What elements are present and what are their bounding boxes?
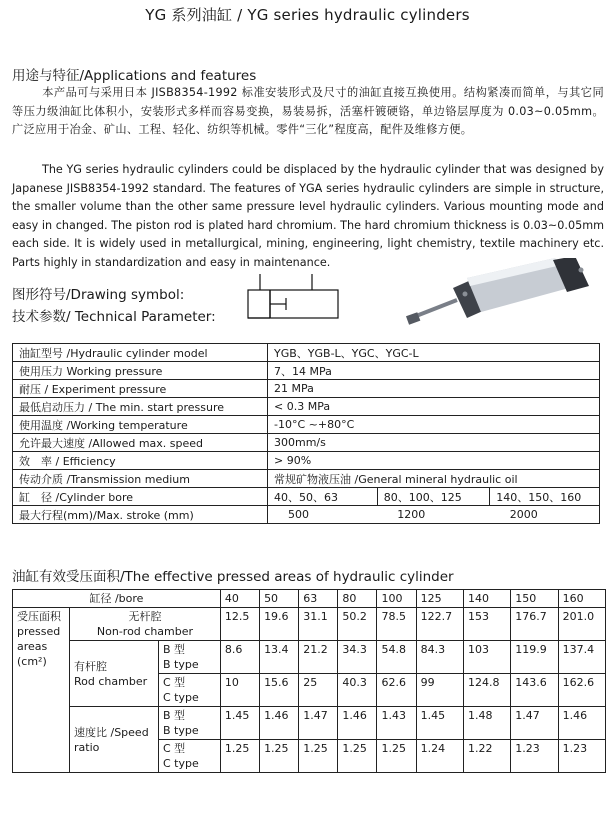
rod-c-value: 62.6 (377, 674, 416, 707)
b-type-cn: B 型 (163, 709, 186, 722)
speed-c-value: 1.25 (260, 740, 299, 773)
bore-cell: 50 (260, 590, 299, 608)
rod-c-value: 10 (220, 674, 259, 707)
tech-param-key: 使用压力 Working pressure (13, 362, 268, 380)
nonrod-chamber-label (70, 608, 221, 641)
rod-b-value: 119.9 (511, 641, 558, 674)
tech-param-value: > 90% (268, 452, 600, 470)
speed-c-value: 1.25 (338, 740, 377, 773)
applications-en-paragraph (12, 161, 604, 273)
c-type-cn: C 型 (163, 742, 186, 755)
c-type-label (159, 740, 221, 773)
areas-header-row (13, 590, 606, 608)
applications-heading: 用途与特征/Applications and features (12, 68, 257, 84)
rod-b-value: 84.3 (416, 641, 463, 674)
speed-b-value: 1.46 (338, 707, 377, 740)
speed-c-value: 1.25 (220, 740, 259, 773)
tech-param-key: 传动介质 /Transmission medium (13, 470, 268, 488)
b-type-label (159, 707, 221, 740)
stroke-key: 最大行程(mm)/Max. stroke (mm) (13, 506, 268, 524)
nonrod-value: 176.7 (511, 608, 558, 641)
stroke-value-3: 2000 (509, 508, 538, 521)
nonrod-value: 78.5 (377, 608, 416, 641)
tech-param-value: 常规矿物液压油 /General mineral hydraulic oil (268, 470, 600, 488)
bore-cell: 150 (511, 590, 558, 608)
b-type-en: B type (163, 724, 199, 737)
bore-value-1: 40、50、63 (268, 488, 377, 505)
nonrod-row (13, 608, 606, 641)
tech-param-label: 技术参数/ Technical Parameter: (12, 309, 216, 325)
speed-c-value: 1.23 (558, 740, 605, 773)
tech-param-value: -10°C ~+80°C (268, 416, 600, 434)
stroke-value-2: 1200 (397, 508, 426, 521)
rod-label-en: Rod chamber (74, 674, 148, 688)
tech-param-value: < 0.3 MPa (268, 398, 600, 416)
speed-c-value: 1.24 (416, 740, 463, 773)
c-type-label (159, 674, 221, 707)
rod-chamber-label (70, 641, 159, 707)
bore-cell: 80 (338, 590, 377, 608)
pressed-areas-label (13, 608, 70, 773)
rod-label-cn: 有杆腔 (74, 659, 107, 673)
speed-b-value: 1.45 (416, 707, 463, 740)
nonrod-label-cn: 无杆腔 (128, 610, 162, 623)
bore-cell: 160 (558, 590, 605, 608)
bore-cell: 140 (463, 590, 510, 608)
speed-b-value: 1.43 (377, 707, 416, 740)
b-type-label (159, 641, 221, 674)
rod-b-value: 13.4 (260, 641, 299, 674)
tech-param-key: 效 率 / Efficiency (13, 452, 268, 470)
tech-param-value: YGB、YGB-L、YGC、YGC-L (268, 344, 600, 362)
bore-cell: 63 (299, 590, 338, 608)
speed-b-value: 1.48 (463, 707, 510, 740)
page-title: YG 系列油缸 / YG series hydraulic cylinders (145, 6, 470, 24)
tech-param-key: 使用温度 /Working temperature (13, 416, 268, 434)
tech-param-row (13, 434, 600, 452)
bore-cell: 125 (416, 590, 463, 608)
speed-c-value: 1.23 (511, 740, 558, 773)
b-type-en: B type (163, 658, 199, 671)
bore-value-3: 140、150、160 (496, 490, 582, 504)
cylinder-symbol-icon (240, 268, 350, 332)
rod-c-value: 162.6 (558, 674, 605, 707)
pressed-areas-table (12, 589, 606, 773)
bore-cell: 40 (220, 590, 259, 608)
bore-header: 缸径 /bore (13, 590, 221, 608)
hydraulic-cylinder-product-image (405, 258, 590, 336)
tech-param-row (13, 470, 600, 488)
nonrod-value: 122.7 (416, 608, 463, 641)
c-type-en: C type (163, 691, 199, 704)
bore-key: 缸 径 /Cylinder bore (13, 488, 268, 506)
tech-param-key: 最低启动压力 / The min. start pressure (13, 398, 268, 416)
areas-heading: 油缸有效受压面积/The effective pressed areas of hydraulic cylinder (12, 569, 454, 585)
rod-b-value: 8.6 (220, 641, 259, 674)
tech-param-value: 21 MPa (268, 380, 600, 398)
tech-param-row (13, 380, 600, 398)
bore-values (268, 488, 600, 506)
applications-cn-text: 本产品可与采用日本 JISB8354-1992 标准安装形式及尺寸的油缸直接互换使用。结构紧凑而简单，与其它同等压力级油缸比体积小，安装形式多样而容易变换，易装易拆，活塞杆镀硬铬，单边铬层厚度为 0.03~0.05mm。广泛应用于冶金、矿山、工程、轻化、纺织等机械。零件“三化”程度高，配件及维修方便。 (12, 86, 604, 137)
b-type-cn: B 型 (163, 643, 186, 656)
rod-c-value: 99 (416, 674, 463, 707)
rod-c-value: 143.6 (511, 674, 558, 707)
tech-param-row (13, 362, 600, 380)
bore-cell: 100 (377, 590, 416, 608)
nonrod-label-en: Non-rod chamber (96, 625, 194, 638)
rod-c-value: 25 (299, 674, 338, 707)
rod-b-value: 103 (463, 641, 510, 674)
c-type-cn: C 型 (163, 676, 186, 689)
speed-b-value: 1.46 (260, 707, 299, 740)
rod-b-value: 34.3 (338, 641, 377, 674)
tech-param-row (13, 452, 600, 470)
pressed-label-en: pressed areas (cm²) (17, 625, 61, 668)
speed-b-value: 1.46 (558, 707, 605, 740)
nonrod-value: 153 (463, 608, 510, 641)
nonrod-value: 201.0 (558, 608, 605, 641)
rod-b-value: 54.8 (377, 641, 416, 674)
speed-b-row (13, 707, 606, 740)
applications-en-text: The YG series hydraulic cylinders could be displaced by the hydraulic cylinder that was designed by Japanese JISB8354-1992 standard. The features of YGA series hydraulic cylinders are simple in structure, the smaller volume than the other same pressure level hydraulic cylinders. Various mounting mode and easy in changed. The piston rod is plated hard chromium. The hard chromium thickness is 0.03~0.05mm each side. It is widely used in metallurgical, mining, engineering, light chemistry, textile machinery etc. Parts highly in standardization and easy in maintenance. (12, 163, 604, 269)
speed-ratio-label: 速度比 /Speed ratio (70, 707, 159, 773)
tech-param-row (13, 344, 600, 362)
nonrod-value: 31.1 (299, 608, 338, 641)
rod-c-value: 15.6 (260, 674, 299, 707)
tech-param-value: 300mm/s (268, 434, 600, 452)
rod-b-row (13, 641, 606, 674)
speed-b-value: 1.47 (511, 707, 558, 740)
nonrod-value: 19.6 (260, 608, 299, 641)
pressed-label-cn: 受压面积 (17, 610, 61, 623)
tech-param-key: 油缸型号 /Hydraulic cylinder model (13, 344, 268, 362)
rod-b-value: 21.2 (299, 641, 338, 674)
nonrod-value: 12.5 (220, 608, 259, 641)
speed-b-value: 1.45 (220, 707, 259, 740)
tech-param-row (13, 398, 600, 416)
rod-c-value: 40.3 (338, 674, 377, 707)
nonrod-value: 50.2 (338, 608, 377, 641)
drawing-symbol-label: 图形符号/Drawing symbol: (12, 287, 185, 303)
stroke-value-1: 500 (288, 508, 309, 521)
speed-c-value: 1.25 (377, 740, 416, 773)
applications-cn-paragraph (12, 84, 604, 140)
tech-param-key: 允许最大速度 /Allowed max. speed (13, 434, 268, 452)
tech-param-key: 耐压 / Experiment pressure (13, 380, 268, 398)
c-type-en: C type (163, 757, 199, 770)
rod-c-value: 124.8 (463, 674, 510, 707)
speed-b-value: 1.47 (299, 707, 338, 740)
stroke-values (268, 506, 600, 524)
bore-row (13, 488, 600, 506)
technical-parameter-table (12, 343, 600, 524)
rod-b-value: 137.4 (558, 641, 605, 674)
stroke-row (13, 506, 600, 524)
speed-c-value: 1.25 (299, 740, 338, 773)
tech-param-value: 7、14 MPa (268, 362, 600, 380)
speed-c-value: 1.22 (463, 740, 510, 773)
bore-value-2: 80、100、125 (377, 488, 490, 505)
tech-param-row (13, 416, 600, 434)
